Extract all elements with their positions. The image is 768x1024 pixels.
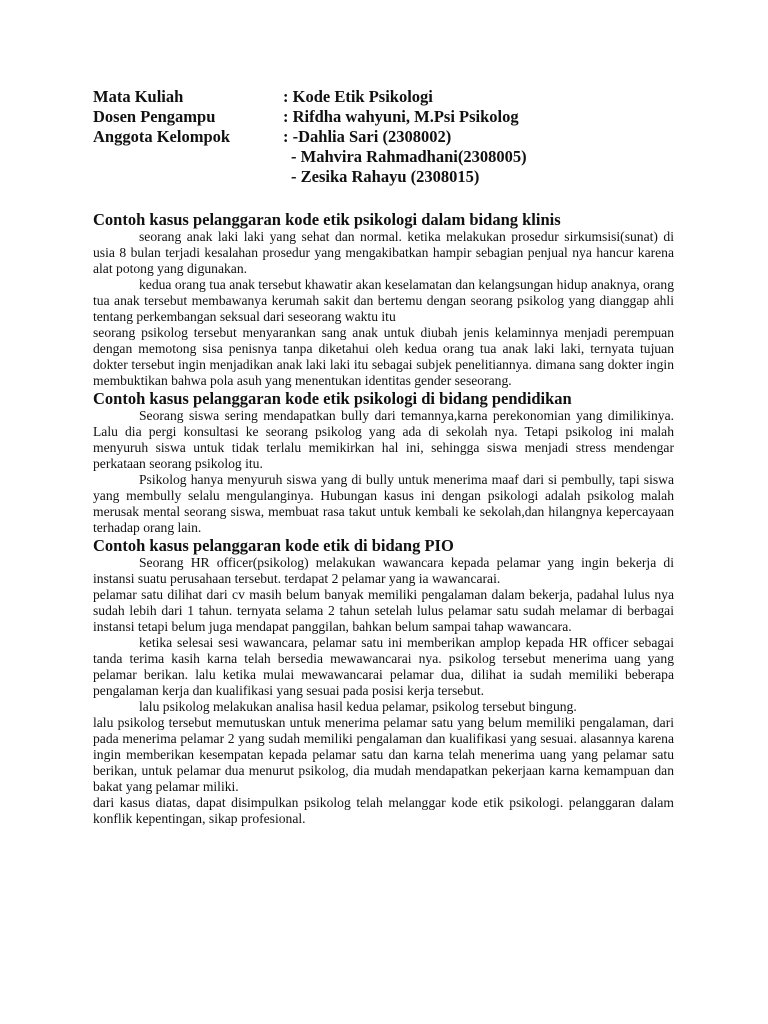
paragraph: dari kasus diatas, dapat disimpulkan psikolog telah melanggar kode etik psikologi. pelanggaran dalam konflik kepentingan, sikap profesional. bbox=[93, 795, 674, 826]
member-3: - Zesika Rahayu (2308015) bbox=[291, 167, 480, 186]
document-header bbox=[93, 87, 527, 187]
members-row bbox=[93, 127, 527, 147]
lecturer-label: Dosen Pengampu bbox=[93, 107, 216, 126]
paragraph: seorang psikolog tersebut menyarankan sang anak untuk diubah jenis kelaminnya menjadi perempuan dengan memotong sisa penisnya tanpa diketahui oleh kedua orang tua anak laki laki, ternyata tujuan dokter tersebut ingin menjadikan anak laki laki itu sebagai subjek penelitiannya. dimana sang dokter ingin membuktikan bahwa pola asuh yang menentukan identitas gender seseorang. bbox=[93, 325, 674, 388]
paragraph: Seorang siswa sering mendapatkan bully dari temannya,karna perekonomian yang dimilikinya. Lalu dia pergi konsultasi ke seorang psikolog yang ada di sekolah nya. Tetapi psikolog ini malah menyuruh siswa untuk tidak terlalu memikirkan hal ini, sehingga siswa menjadi stress mendengar perkataan seorang psikolog itu. bbox=[93, 408, 674, 471]
paragraph: lalu psikolog tersebut memutuskan untuk menerima pelamar satu yang belum memiliki pengalaman, dari pada menerima pelamar 2 yang sudah memiliki pengalaman dan kualifikasi yang sesuai. alasannya karena ingin memberikan kesempatan kepada pelamar satu dan karna telah menerima uang yang pelamar satu berikan, untuk pelamar dua menurut psikolog, dia mudah mendapatkan pekerjaan karna kemampuan dan bakat yang pelamar miliki. bbox=[93, 715, 674, 794]
paragraph: seorang anak laki laki yang sehat dan normal. ketika melakukan prosedur sirkumsisi(sunat) di usia 8 bulan terjadi kesalahan prosedur yang mengakibatkan hampir sebagian penjual nya hancur karena alat potong yang digunakan. bbox=[93, 229, 674, 276]
paragraph: Seorang HR officer(psikolog) melakukan wawancara kepada pelamar yang ingin bekerja di instansi suatu perusahaan tersebut. terdapat 2 pelamar yang ia wawancarai. bbox=[93, 555, 674, 586]
lecturer-row bbox=[93, 107, 527, 127]
members-label: Anggota Kelompok bbox=[93, 127, 231, 146]
member-1: : -Dahlia Sari (2308002) bbox=[283, 127, 452, 146]
document-body bbox=[93, 208, 674, 827]
lecturer-value: : Rifdha wahyuni, M.Psi Psikolog bbox=[283, 107, 519, 126]
paragraph: Psikolog hanya menyuruh siswa yang di bully untuk menerima maaf dari si pembully, tapi siswa yang membully selalu mengulanginya. Hubungan kasus ini dengan psikologi adalah psikolog malah merusak mental seorang siswa, membuat rasa takut untuk kembali ke sekolah,dan hilangnya kepercayaan terhadap orang lain. bbox=[93, 472, 674, 535]
course-row bbox=[93, 87, 527, 107]
course-value: : Kode Etik Psikologi bbox=[283, 87, 433, 106]
section-title-klinis: Contoh kasus pelanggaran kode etik psikologi dalam bidang klinis bbox=[93, 210, 561, 229]
paragraph: lalu psikolog melakukan analisa hasil kedua pelamar, psikolog tersebut bingung. bbox=[139, 699, 577, 714]
course-label: Mata Kuliah bbox=[93, 87, 184, 106]
paragraph: ketika selesai sesi wawancara, pelamar satu ini memberikan amplop kepada HR officer sebagai tanda terima kasih karna telah bersedia mewawancarai nya. psikolog tersebut menerima uang yang pelamar berikan. lalu ketika mulai mewawancarai pelamar dua, dilihat ia sudah memiliki beberapa pengalaman kerja dan kualifikasi yang sesuai pada posisi kerja tersebut. bbox=[93, 635, 674, 698]
member-2: - Mahvira Rahmadhani(2308005) bbox=[291, 147, 527, 166]
section-title-pio: Contoh kasus pelanggaran kode etik di bidang PIO bbox=[93, 536, 454, 555]
section-title-pendidikan: Contoh kasus pelanggaran kode etik psikologi di bidang pendidikan bbox=[93, 389, 572, 408]
paragraph: pelamar satu dilihat dari cv masih belum banyak memiliki pengalaman dalam bekerja, padahal lulus nya sudah lebih dari 1 tahun. ternyata selama 2 tahun setelah lulus pelamar satu sudah melamar di berbagai instansi tetapi belum juga mendapat panggilan, bahkan belum sampai tahap wawancara. bbox=[93, 587, 674, 634]
paragraph: kedua orang tua anak tersebut khawatir akan keselamatan dan kelangsungan hidup anaknya, orang tua anak tersebut membawanya kerumah sakit dan bertemu dengan seorang psikolog yang dianggap ahli tentang perkembangan seksual dari seseorang waktu itu bbox=[93, 277, 674, 324]
